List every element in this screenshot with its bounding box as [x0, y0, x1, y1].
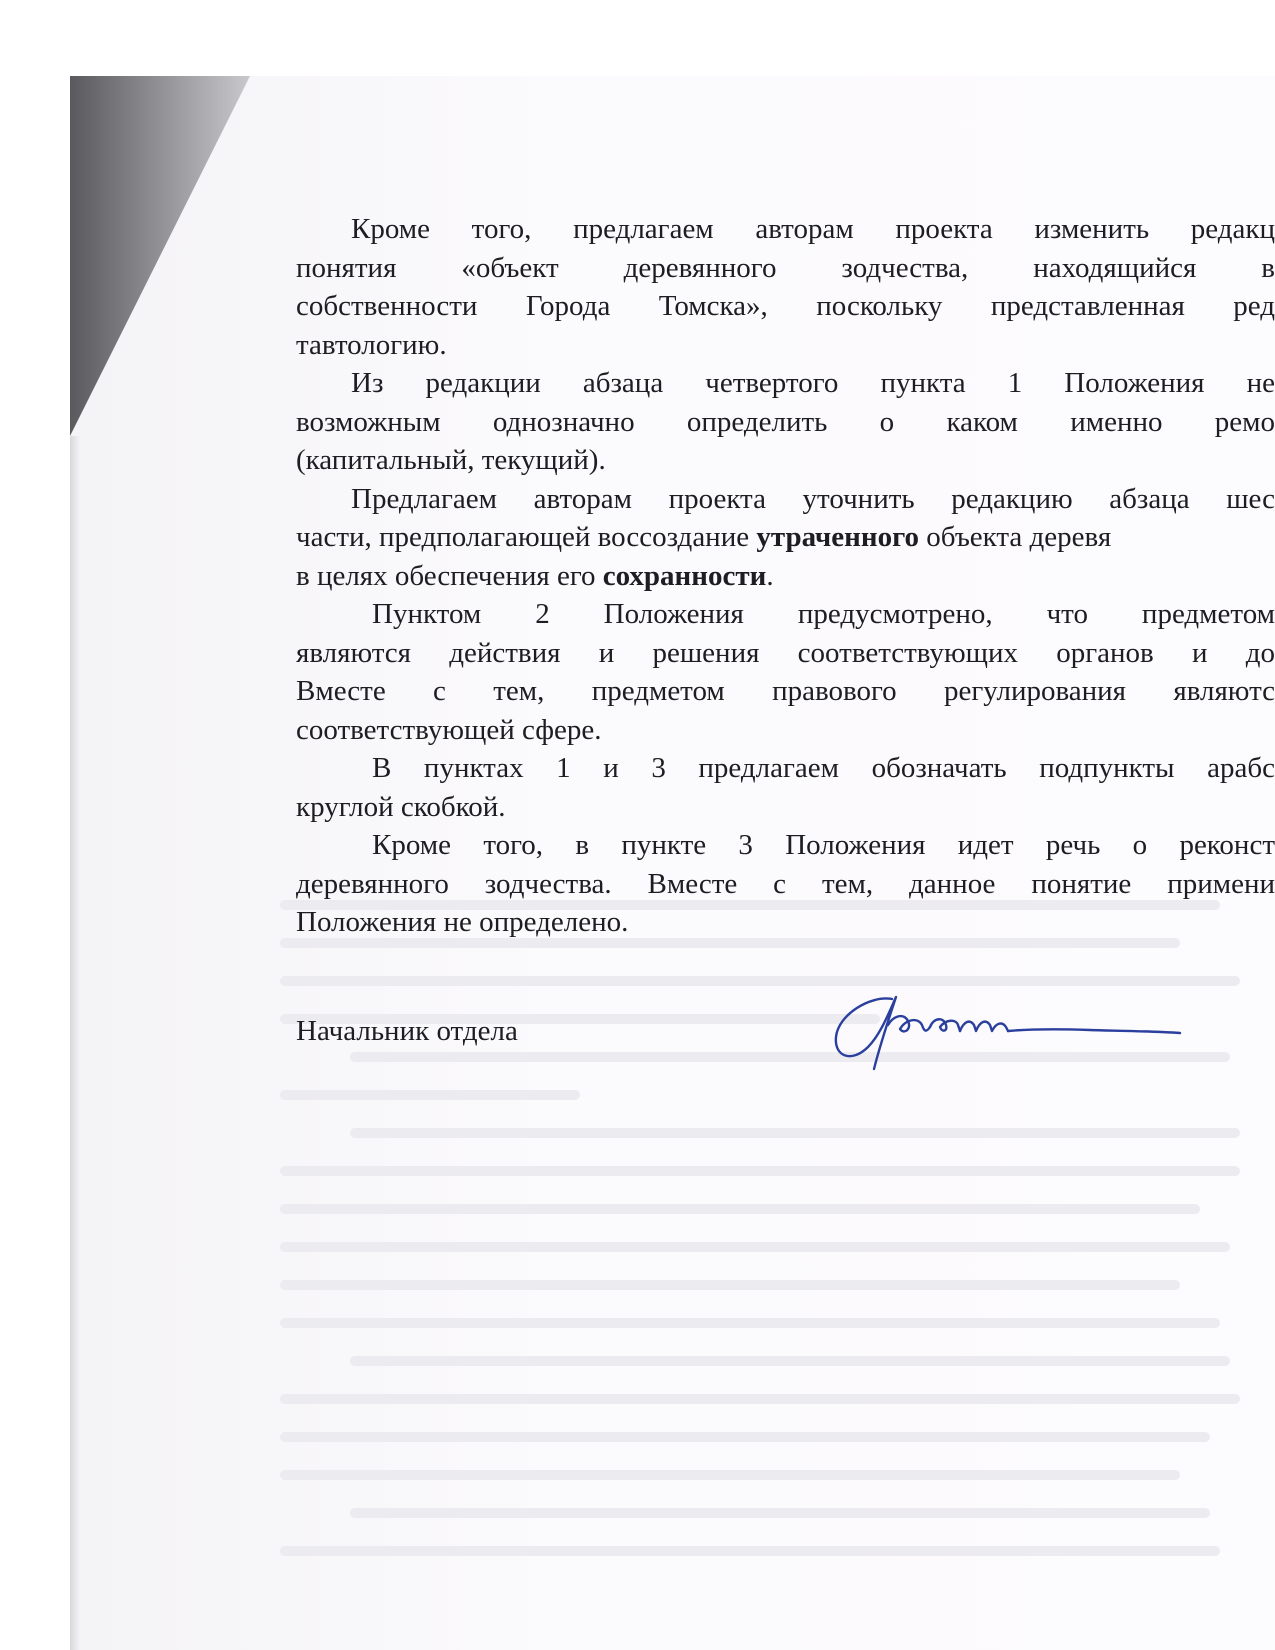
- text-line: Кроме того, в пункте 3 Положения идет речь о реконст: [372, 829, 1275, 861]
- paragraph-2: [296, 364, 1275, 480]
- document-body: [296, 210, 1275, 942]
- bold-word: сохранности: [602, 559, 767, 592]
- text-line: (капитальный, текущий).: [296, 444, 606, 476]
- paragraph-4: [296, 595, 1275, 749]
- text-line: Из редакции абзаца четвертого пункта 1 Положения не: [351, 367, 1275, 399]
- handwritten-signature: [830, 985, 1190, 1075]
- paragraph-3: [296, 480, 1275, 596]
- text-line: Предлагаем авторам проекта уточнить редакцию абзаца шес: [351, 482, 1275, 515]
- signatory-title: Начальник отдела: [296, 1015, 518, 1047]
- text-line: Положения не определено.: [296, 906, 629, 938]
- bold-word: утраченного: [756, 521, 920, 553]
- text-line: круглой скобкой.: [296, 790, 506, 823]
- text-line: возможным однозначно определить о каком именно ремо: [296, 405, 1275, 438]
- text-line: являются действия и решения соответствующих органов и до: [296, 636, 1275, 669]
- paragraph-6: [296, 826, 1275, 942]
- text-line: Пунктом 2 Положения предусмотрено, что предметом: [372, 598, 1275, 630]
- text-line: В пунктах 1 и 3 предлагаем обозначать подпункты арабс: [372, 752, 1275, 784]
- text-line: собственности Города Томска», поскольку представленная ред: [296, 290, 1275, 322]
- paper-left-edge: [70, 436, 80, 1650]
- paragraph-1: [296, 210, 1275, 364]
- text-line: тавтологию.: [296, 328, 447, 361]
- text-line: Вместе с тем, предметом правового регулирования являютс: [296, 675, 1275, 707]
- text-line: в целях обеспечения его сохранности.: [296, 559, 774, 592]
- text-line: деревянного зодчества. Вместе с тем, данное понятие примени: [296, 867, 1275, 900]
- text-line: понятия «объект деревянного зодчества, находящийся в: [296, 251, 1275, 284]
- paragraph-5: [296, 749, 1275, 826]
- text-line: Кроме того, предлагаем авторам проекта изменить редакц: [351, 213, 1275, 245]
- text-line: части, предполагающей воссоздание утраченного объекта деревя: [296, 521, 1112, 553]
- text-line: соответствующей сфере.: [296, 713, 602, 746]
